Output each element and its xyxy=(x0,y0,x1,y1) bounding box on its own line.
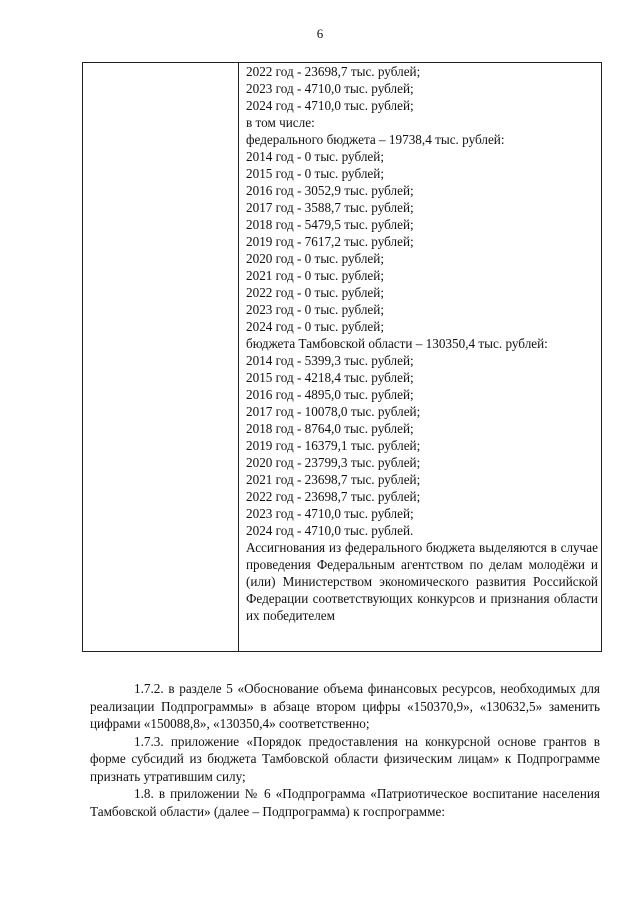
funding-line: 2024 год - 0 тыс. рублей; xyxy=(246,319,384,334)
funding-line: федерального бюджета – 19738,4 тыс. рублей: xyxy=(246,132,505,147)
page-number: 6 xyxy=(316,26,324,41)
funding-line: 2017 год - 3588,7 тыс. рублей; xyxy=(246,200,414,215)
funding-line: 2017 год - 10078,0 тыс. рублей; xyxy=(246,404,421,419)
funding-line: 2023 год - 4710,0 тыс. рублей; xyxy=(246,81,414,96)
paragraph: 1.7.2. в разделе 5 «Обоснование объема финансовых ресурсов, необходимых для реализации Подпрограммы» в абзаце втором цифры «150370,9», «130632,5» заменить цифрами «150088,8», «130350,4» соответственно; xyxy=(90,681,600,731)
funding-line: 2014 год - 0 тыс. рублей; xyxy=(246,149,384,164)
funding-line: 2021 год - 0 тыс. рублей; xyxy=(246,268,384,283)
funding-line: в том числе: xyxy=(246,115,315,130)
funding-line: 2018 год - 5479,5 тыс. рублей; xyxy=(246,217,414,232)
funding-line: 2022 год - 23698,7 тыс. рублей; xyxy=(246,64,421,79)
funding-line: 2016 год - 4895,0 тыс. рублей; xyxy=(246,387,414,402)
funding-line: 2021 год - 23698,7 тыс. рублей; xyxy=(246,472,421,487)
table-column-divider xyxy=(238,63,239,651)
funding-line: 2019 год - 16379,1 тыс. рублей; xyxy=(246,438,421,453)
funding-details-cell xyxy=(246,63,598,624)
funding-line: 2015 год - 0 тыс. рублей; xyxy=(246,166,384,181)
paragraph: 1.8. в приложении № 6 «Подпрограмма «Патриотическое воспитание населения Тамбовской области» (далее – Подпрограмма) к госпрограмме: xyxy=(90,786,600,819)
funding-table xyxy=(82,62,602,652)
funding-line: 2024 год - 4710,0 тыс. рублей; xyxy=(246,98,414,113)
funding-line: 2023 год - 0 тыс. рублей; xyxy=(246,302,384,317)
funding-line: 2019 год - 7617,2 тыс. рублей; xyxy=(246,234,414,249)
funding-note: Ассигнования из федерального бюджета выделяются в случае проведения Федеральным агентством по делам молодёжи и (или) Министерством экономического развития Российской Федерации соответствующих конкурсов и признания области их победителем xyxy=(246,540,598,623)
funding-line: 2020 год - 0 тыс. рублей; xyxy=(246,251,384,266)
funding-line: 2023 год - 4710,0 тыс. рублей; xyxy=(246,506,414,521)
funding-line: 2014 год - 5399,3 тыс. рублей; xyxy=(246,353,414,368)
funding-line: 2015 год - 4218,4 тыс. рублей; xyxy=(246,370,414,385)
document-body xyxy=(90,680,600,820)
funding-line: бюджета Тамбовской области – 130350,4 тыс. рублей: xyxy=(246,336,548,351)
funding-line: 2024 год - 4710,0 тыс. рублей. xyxy=(246,523,414,538)
funding-line: 2022 год - 23698,7 тыс. рублей; xyxy=(246,489,421,504)
funding-line: 2022 год - 0 тыс. рублей; xyxy=(246,285,384,300)
funding-line: 2016 год - 3052,9 тыс. рублей; xyxy=(246,183,414,198)
paragraph: 1.7.3. приложение «Порядок предоставления на конкурсной основе грантов в форме субсидий из бюджета Тамбовской области физическим лицам» к Подпрограмме признать утратившим силу; xyxy=(90,733,600,784)
funding-line: 2020 год - 23799,3 тыс. рублей; xyxy=(246,455,421,470)
funding-line: 2018 год - 8764,0 тыс. рублей; xyxy=(246,421,414,436)
